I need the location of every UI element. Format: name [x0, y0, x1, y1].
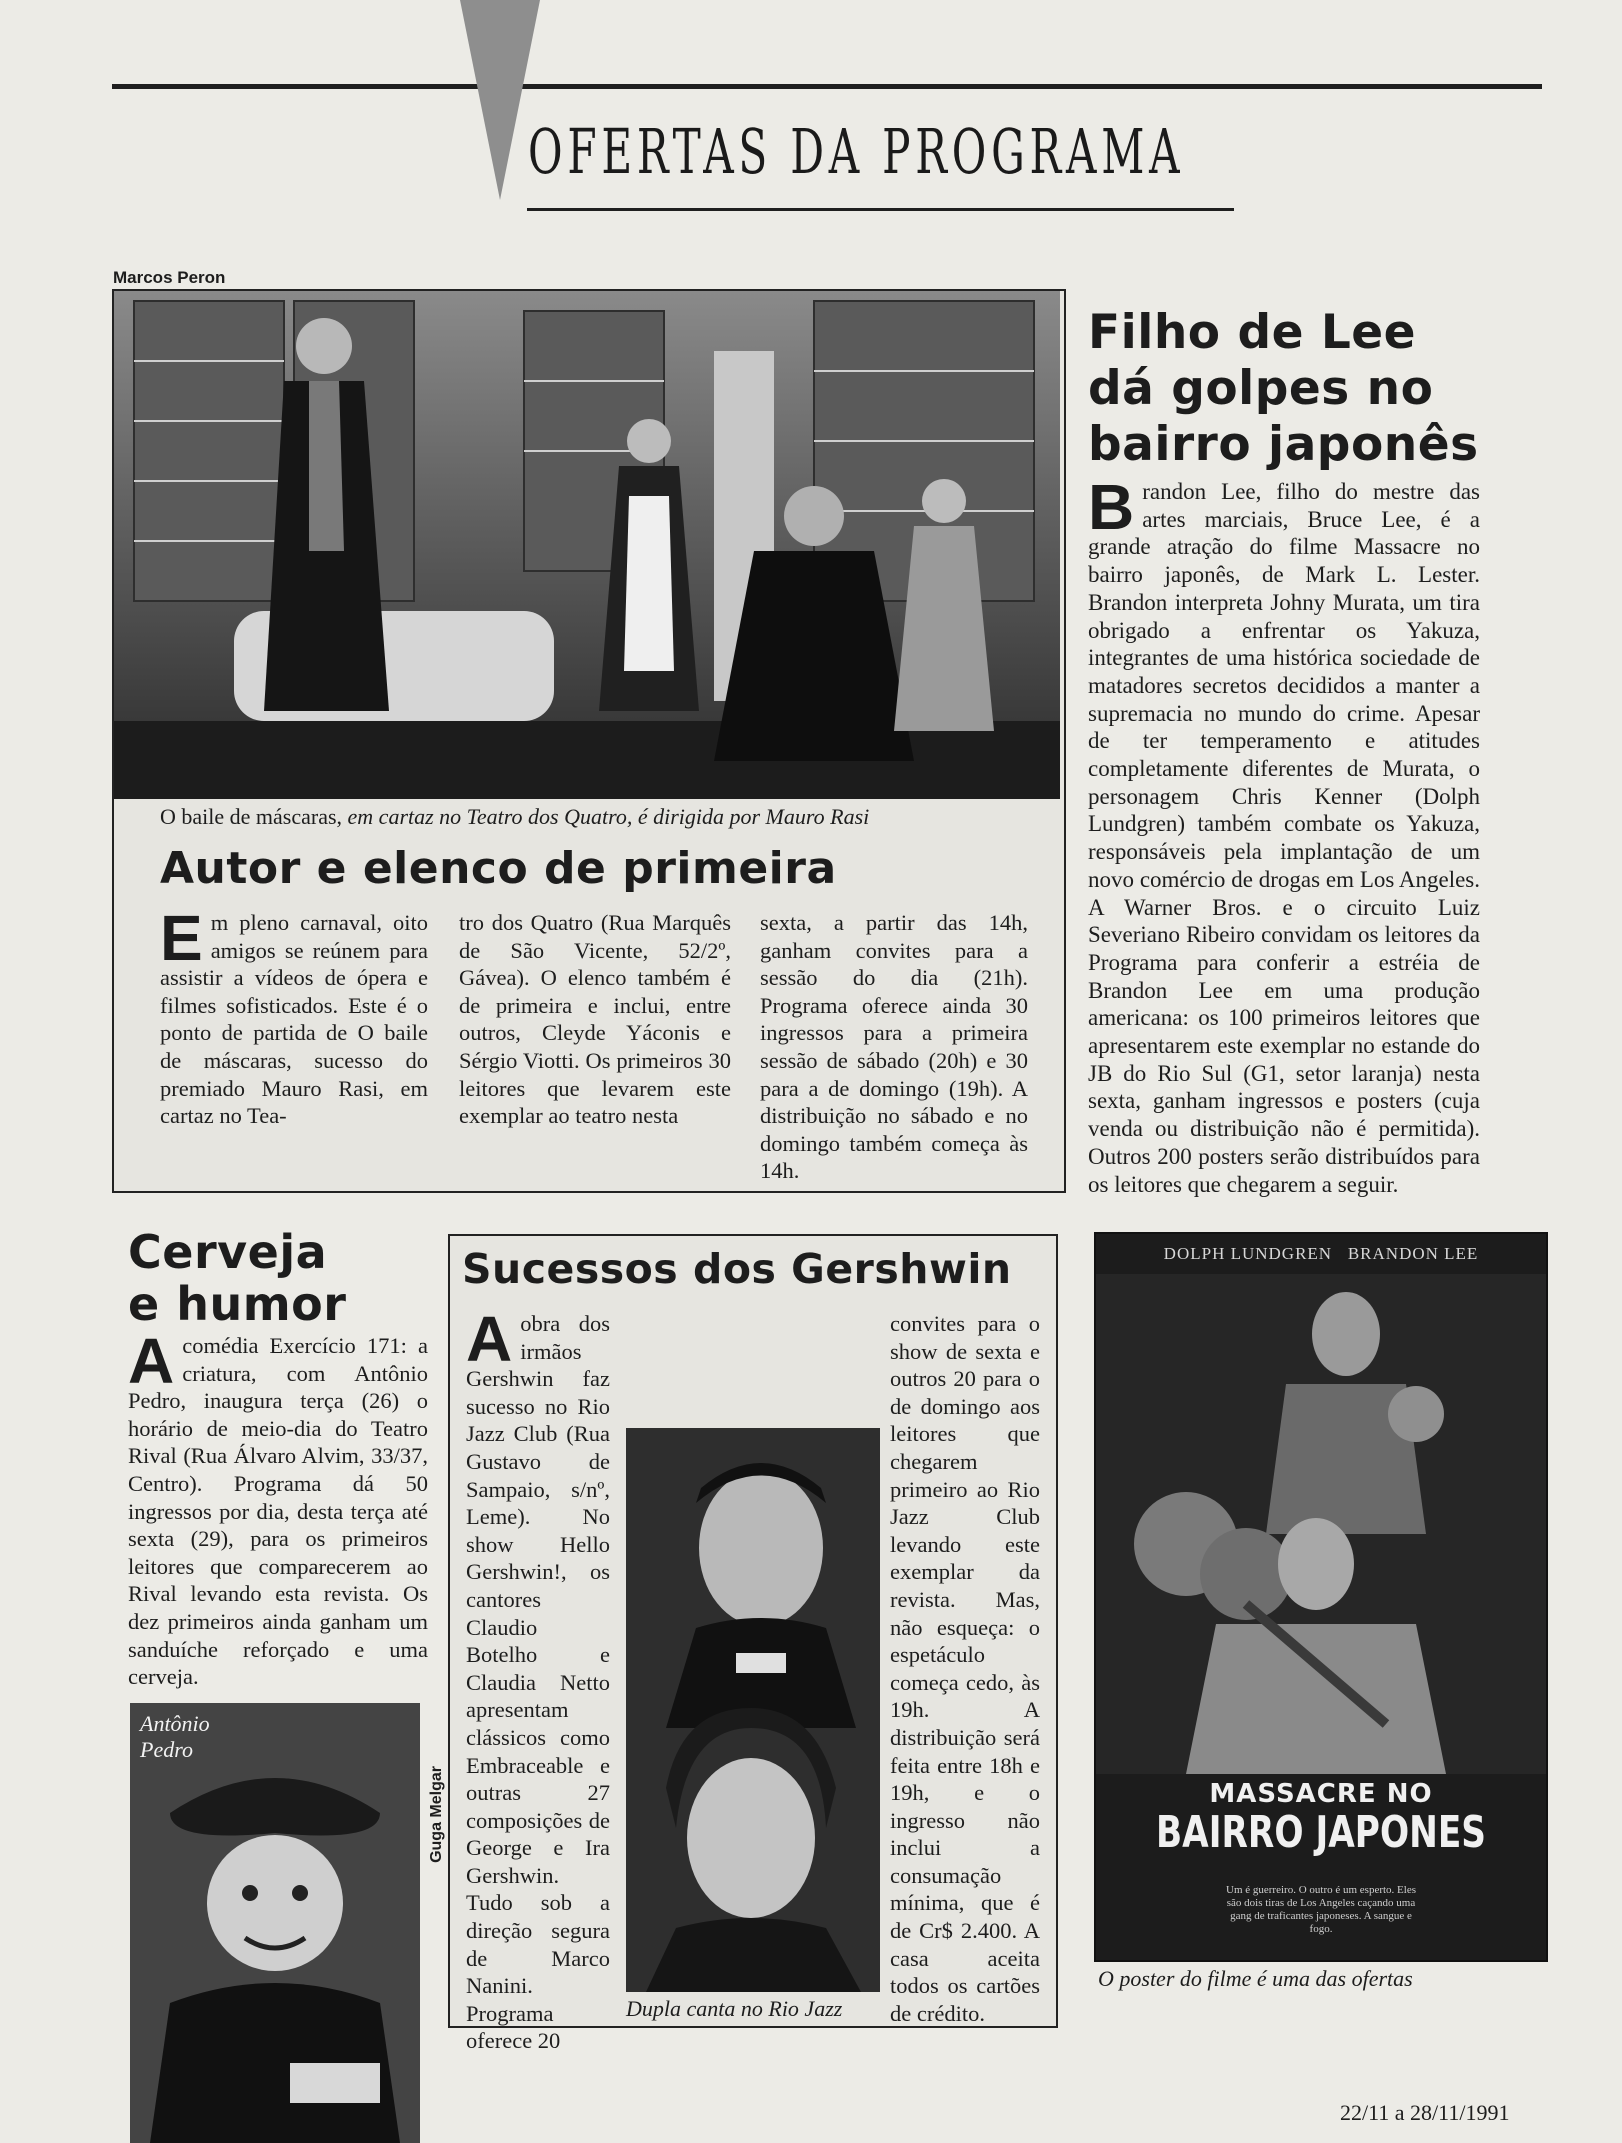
poster-title — [1096, 1779, 1546, 1857]
photo-credit-side: Guga Melgar — [428, 1766, 445, 1863]
caption-detail: em cartaz no Teatro dos Quatro, é dirigida por Mauro Rasi — [347, 804, 870, 829]
lee-article-body — [1088, 471, 1480, 1198]
gershwin-column-1 — [466, 1303, 610, 2055]
photo-credit-top: Marcos Peron — [113, 268, 226, 287]
beer-dropcap: A — [128, 1325, 175, 1397]
masthead-title: OFERTAS DA PROGRAMA — [528, 115, 1185, 188]
poster-title-line-1: MASSACRE NO — [1209, 1779, 1433, 1809]
antonio-pedro-label — [140, 1711, 210, 1763]
poster-art — [1096, 1274, 1546, 1774]
beer-headline-line-1: Cerveja — [128, 1225, 328, 1279]
theatre-column-1 — [160, 902, 428, 1130]
gershwin-col1-text: obra dos irmãos Gershwin faz sucesso no Rio Jazz Club (Rua Gustavo de Sampaio, s/nº, Leme). No show Hello Gershwin!, os cantores Claudio Botelho e Claudia Netto apresentam clássicos como Embraceable e outras 27 composições de George e Ira Gershwin. Tudo sob a direção segura de Marco Nanini. Programa oferece 20 — [466, 1311, 610, 2054]
gershwin-col2-text: convites para o show de sexta e outros 20 para o de domingo aos leitores que chegarem primeiro ao Rio Jazz Club levando este exemplar da revista. Mas, não esqueça: o espetáculo começa cedo, às 19h. A distribuição será feita entre 18h e 19h, e o ingresso não inclui a consumação mínima, que é de Cr$ 2.400. A casa aceita todos os cartões de crédito. — [890, 1311, 1040, 2026]
antonio-pedro-image — [130, 1703, 420, 2143]
beer-headline — [128, 1226, 346, 1330]
poster-actors: DOLPH LUNDGREN BRANDON LEE — [1163, 1244, 1479, 1263]
theatre-col3-text: sexta, a partir das 14h, ganham convites para a sessão do dia (21h). Programa oferece ainda 30 ingressos para a primeira sessão de sábado (20h) e 30 para a de domingo (19h). A distribuição no sábado e no domingo também começa às 14h. — [760, 910, 1028, 1184]
antonio-pedro-photo — [130, 1703, 420, 2143]
gershwin-duo-image — [626, 1428, 880, 1992]
lee-article-text: randon Lee, filho do mestre das artes marciais, Bruce Lee, é a grande atração do filme Massacre no bairro japonês, de Mark L. Lester. Brandon interpreta Johny Murata, um tira obrigado a enfrentar os Yakuza, integrantes de uma histórica sociedade de matadores secretos decididos a manter a supremacia no mundo do crime. Apesar de ter temperamento e atitudes completamente diferentes de Murata, o personagem Chris Kenner (Dolph Lundgren) também combate os Yakuza, responsáveis pela implantação de um novo comércio de drogas em Los Angeles. A Warner Bros. e o circuito Luiz Severiano Ribeiro convidam os leitores da Programa para conferir a estréia de Brandon Lee em uma produção americana: os 100 primeiros leitores que apresentarem este exemplar no estande do JB do Rio Sul (G1, setor laranja) nesta sexta, ganham ingressos e posters (cuja venda ou distribuição não é permitida). Outros 200 posters serão distribuídos para os leitores que chegarem a seguir. — [1088, 479, 1480, 1197]
lee-headline-line-1: Filho de Lee — [1088, 305, 1417, 360]
poster-title-line-2: BAIRRO JAPONES — [1155, 1807, 1487, 1858]
gershwin-dropcap: A — [466, 1303, 513, 1375]
theatre-column-2 — [459, 909, 731, 1130]
theatre-scene-image — [114, 291, 1060, 799]
masthead-top-rule — [112, 84, 1542, 89]
gershwin-column-2 — [890, 1310, 1040, 2027]
label-line-2: Pedro — [140, 1737, 193, 1762]
theatre-col2-text: tro dos Quatro (Rua Marquês de São Vicente, 52/2º, Gávea). O elenco também é de primeira e inclui, entre outros, Cleyde Yáconis e Sérgio Viotti. Os primeiros 30 leitores que levarem este exemplar ao teatro nesta — [459, 910, 731, 1129]
gershwin-photo-caption: Dupla canta no Rio Jazz — [626, 1996, 843, 2021]
theatre-photo — [114, 291, 1060, 799]
masthead-bottom-rule — [527, 208, 1234, 211]
lee-dropcap: B — [1088, 471, 1135, 543]
issue-date: 22/11 a 28/11/1991 — [1340, 2100, 1510, 2125]
theatre-headline: Autor e elenco de primeira — [160, 843, 837, 894]
beer-headline-line-2: e humor — [128, 1277, 347, 1331]
theatre-col1-text: m pleno carnaval, oito amigos se reúnem para assistir a vídeos de ópera e filmes sofisticados. Este é o ponto de partida de O baile de máscaras, sucesso do premiado Mauro Rasi, em cartaz no Tea- — [160, 910, 428, 1129]
movie-poster — [1094, 1232, 1548, 1962]
lee-headline — [1088, 305, 1479, 473]
lee-headline-line-2: dá golpes no — [1088, 361, 1434, 416]
theatre-dropcap: E — [160, 902, 203, 974]
poster-caption: O poster do filme é uma das ofertas — [1098, 1966, 1413, 1991]
label-line-1: Antônio — [140, 1711, 210, 1736]
poster-tagline: Um é guerreiro. O outro é um esperto. Eles são dois tiras de Los Angeles caçando uma gang de traficantes japoneses. A sangue e fogo. — [1226, 1884, 1416, 1935]
caption-title: O baile de máscaras, — [160, 804, 348, 829]
theatre-column-3 — [760, 909, 1028, 1185]
beer-article-body — [128, 1325, 428, 1691]
beer-article-text: comédia Exercício 171: a criatura, com Antônio Pedro, inaugura terça (26) o horário de meio-dia do Teatro Rival (Rua Álvaro Alvim, 33/37, Centro). Programa dá 50 ingressos por dia, desta terça até sexta (29), para os primeiros leitores que comparecerem ao Rival levando esta revista. Os dez primeiros ainda ganham um sanduíche reforçado e uma cerveja. — [128, 1333, 428, 1690]
theatre-photo-caption — [160, 804, 869, 830]
gershwin-headline: Sucessos dos Gershwin — [462, 1245, 1012, 1293]
lee-headline-line-3: bairro japonês — [1088, 417, 1479, 472]
gershwin-photo — [626, 1428, 880, 1992]
